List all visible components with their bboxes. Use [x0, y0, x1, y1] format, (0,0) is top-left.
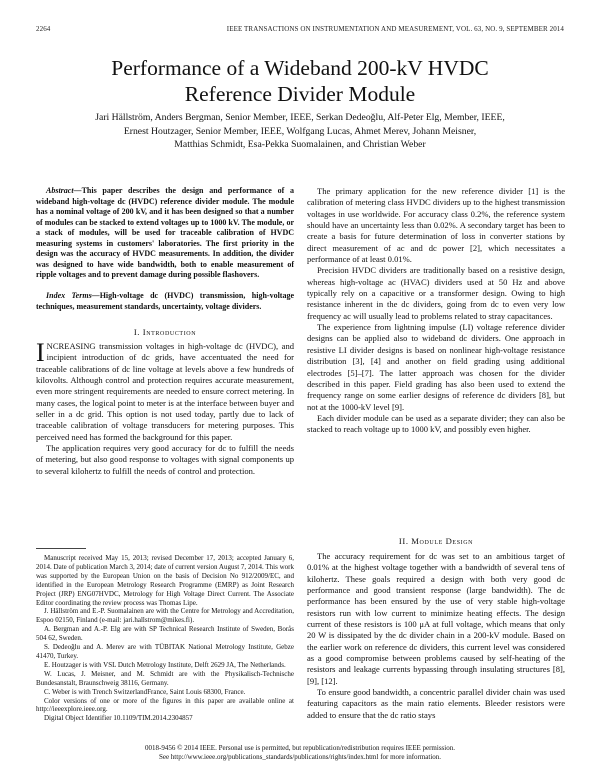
abstract-label: Abstract—: [46, 186, 82, 195]
introduction-body: [36, 338, 294, 477]
right-paragraph-4: Each divider module can be used as a separate divider; they can also be stacked to reach voltage up to 1000 kV, and possibly even higher.: [307, 412, 565, 435]
section-heading-module-design: II. Module Design: [398, 536, 474, 546]
title-line-2: Reference Divider Module: [184, 82, 416, 106]
running-header: IEEE TRANSACTIONS ON INSTRUMENTATION AND MEASUREMENT, VOL. 63, NO. 9, SEPTEMBER 2014: [226, 25, 564, 33]
abstract: [36, 186, 294, 281]
right-column-body: [307, 186, 565, 436]
right-paragraph-1: The primary application for the new reference divider [1] is the calibration of metering class HVDC dividers up to the highest transmission voltages in use worldwide. For accuracy class 0.2%, the reference system should have an uncertainty less than 0.02%. A secondary target has been to create a basis for future determination of loss in converter stations by direct measurement of ac and dc power [2], which necessitates a performance of at least 0.01%.: [307, 186, 565, 265]
module-paragraph-1: The accuracy requirement for dc was set to an ambitious target of 0.01% at the highest voltage together with a bandwidth of several tens of kilohertz. These goals required a design with both very good dc performance and good transient response (large bandwidth). The dc performance has been ensured by the use of very stable high-voltage resistors run with low current to minimize heating effects. The design current of these resistors is 100 μA at full voltage, which means that only 20 W is dissipated by the dc divider chain in a 200-kV module. Based on the earlier work on reference dc dividers, this current level was considered as a good compromise between problems caused by self-heating of the resistors and leakage currents bypassing through insulating structures [8], [9], [12].: [307, 551, 565, 686]
footnote-manuscript: Manuscript received May 15, 2013; revised December 17, 2013; accepted January 6, 2014. Date of publication March 3, 2014; date of current version August 7, 2014. This work was supported by the European Union on the basis of Decision No 912/2009/EC, and identified in the European Metrology Research Programme (EMRP) as Joint Research Project (JRP) ENG07HVDC, Metrology for High Voltage Direct Current. The Associate Editor coordinating the review process was Thomas Lipe.: [36, 554, 294, 607]
right-paragraph-3: The experience from lightning impulse (LI) voltage reference divider designs can be applied also to wideband dc dividers. One approach in resistive LI divider designs is based on nonlinear high-voltage resistance distribution [3], [4] and another on field grading using additional electrodes [5]–[7]. The latter approach was chosen for the divider described in this paper. Field grading has also been used to extend the frequency range on some earlier designs of reference dc dividers [8], but not at the 1000-kV level [9].: [307, 322, 565, 412]
footnote-divider: [36, 548, 86, 549]
copyright-footer: 0018-9456 © 2014 IEEE. Personal use is permitted, but republication/redistribution requires IEEE permission.: [145, 744, 455, 752]
index-terms: [36, 291, 294, 312]
intro-paragraph-2: The application requires very good accuracy for dc to fulfill the needs of metering, but also good response to voltages with signal components up to several kilohertz to fulfill the needs of control and protection.: [36, 443, 294, 476]
index-terms-text: High-voltage dc (HVDC) transmission, high-voltage techniques, measurement standards, uncertainty, voltage dividers.: [36, 291, 295, 311]
footnote-affiliation: E. Houtzager is with VSL Dutch Metrology Institute, Delft 2629 JA, The Netherlands.: [44, 660, 286, 669]
footnotes: [36, 554, 294, 723]
drop-cap: I: [36, 338, 45, 367]
intro-paragraph-1: INCREASING transmission voltages in high-voltage dc (HVDC), and incipient introduction of dc grids, have accentuated the need for traceable calibrations of dc line voltage at levels above a few hundreds of kilovolts. Although control and protection requires accurate measurement, even more stringent requirements are needed to ensure correct metering. In many cases, the logical point to meter is at the interface between buyer and seller in a dc grid. This option is not used today, partly due to lack of traceable calibration of voltage transducers for metering purposes. This perceived need has formed the background for this paper.: [36, 338, 294, 442]
page-number: 2264: [36, 25, 51, 33]
footnote-color-versions: Color versions of one or more of the figures in this paper are available online at http://ieeexplore.ieee.org.: [36, 696, 294, 714]
footnote-affiliation: S. Dedeoğlu and A. Merev are with TÜBITAK National Metrology Institute, Gebze 41470, Turkey.: [36, 643, 294, 660]
section-heading-introduction: I. Introduction: [133, 327, 197, 337]
authors-line-1: Jari Hällström, Anders Bergman, Senior Member, IEEE, Serkan Dedeoğlu, Alf-Peter Elg, Member, IEEE,: [95, 112, 505, 123]
module-design-body: [307, 551, 565, 721]
author-list: [50, 111, 550, 152]
authors-line-2: Ernest Houtzager, Senior Member, IEEE, Wolfgang Lucas, Ahmet Merev, Johann Meisner,: [123, 125, 477, 137]
rights-footer: See http://www.ieee.org/publications_standards/publications/rights/index.html for more information.: [158, 753, 442, 761]
footnote-doi: Digital Object Identifier 10.1109/TIM.2014.2304857: [44, 714, 193, 723]
footnote-affiliation: A. Bergman and A.-P. Elg are with SP Technical Research Institute of Sweden, Borås 504 62, Sweden.: [36, 625, 294, 643]
footnote-affiliation: C. Weber is with Trench SwitzerlandFrance, Saint Louis 68300, France.: [44, 687, 246, 696]
authors-line-3: Matthias Schmidt, Esa-Pekka Suomalainen, and Christian Weber: [174, 139, 426, 150]
footnote-affiliation: J. Hällström and E.-P. Suomalainen are with the Centre for Metrology and Accreditation, Espoo 02150, Finland (e-mail: jari.hallstrom@mikes.fi).: [36, 607, 294, 625]
index-terms-label: Index Terms—: [46, 291, 100, 300]
title-line-1: Performance of a Wideband 200-kV HVDC: [111, 56, 489, 80]
footnote-affiliation: W. Lucas, J. Meisner, and M. Schmidt are with the Physikalisch-Technische Bundesanstalt, Braunschweig 38116, Germany.: [36, 669, 294, 687]
paper-title: [0, 55, 600, 107]
module-paragraph-2: To ensure good bandwidth, a concentric parallel divider chain was used featuring capacitors as the main ratio elements. Bleeder resistors were added to ensure that the dc ratio stays: [307, 687, 565, 720]
abstract-text: This paper describes the design and performance of a wideband high-voltage dc (HVDC) reference divider module. The module has a nominal voltage of 200 kV, and it has been designed so that a number of modules can be stacked to extend voltages up to 1000 kV. The module, or a stack of modules, will be used for traceable calibration of HVDC measuring systems in customers' laboratories. The first priority in the design was the accuracy of HVDC measurements. In addition, the divider was designed to have wide bandwidth, both to enable measurement of ripple voltages and to prevent damage during possible flashovers.: [36, 186, 294, 279]
right-paragraph-2: Precision HVDC dividers are traditionally based on a resistive design, whereas high-voltage ac (HVAC) dividers used at 50 Hz and above typically rely on a capacitive or a transformer design. Owing to high resistance inherent in the dc dividers, going from dc to even very low frequency ac will usually lead to problems related to stray capacitances.: [307, 265, 565, 321]
